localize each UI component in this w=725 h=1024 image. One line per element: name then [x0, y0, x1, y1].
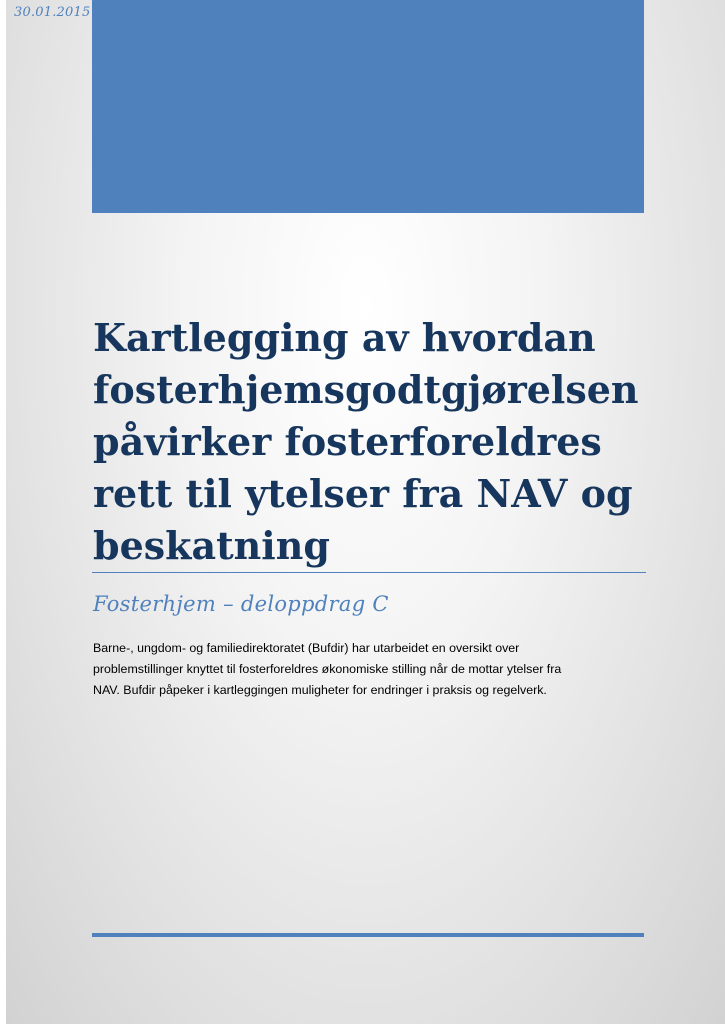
title-line: beskatning: [93, 523, 330, 568]
abstract-line: Barne-, ungdom- og familiedirektoratet (Bufdir) har utarbeidet en oversikt over: [93, 641, 520, 655]
title-line: påvirker fosterforeldres: [93, 419, 602, 464]
abstract-line: NAV. Bufdir påpeker i kartleggingen muligheter for endringer i praksis og regelverk.: [93, 683, 547, 697]
abstract-line: problemstillinger knyttet til fosterforeldres økonomiske stilling når de mottar ytelser fra: [93, 662, 562, 676]
document-subtitle: Fosterhjem – deloppdrag C: [93, 592, 389, 616]
footer-divider: [92, 933, 644, 937]
document-title: [93, 312, 653, 572]
title-line: Kartlegging av hvordan: [93, 315, 596, 360]
document-abstract: [93, 638, 633, 701]
title-line: fosterhjemsgodtgjørelsen: [93, 367, 639, 412]
cover-banner: [92, 0, 644, 213]
banner-block: [92, 0, 644, 213]
cover-page: [6, 0, 725, 1024]
title-line: rett til ytelser fra NAV og: [93, 471, 633, 516]
title-divider: [92, 572, 646, 573]
document-date: 30.01.2015: [14, 5, 91, 20]
